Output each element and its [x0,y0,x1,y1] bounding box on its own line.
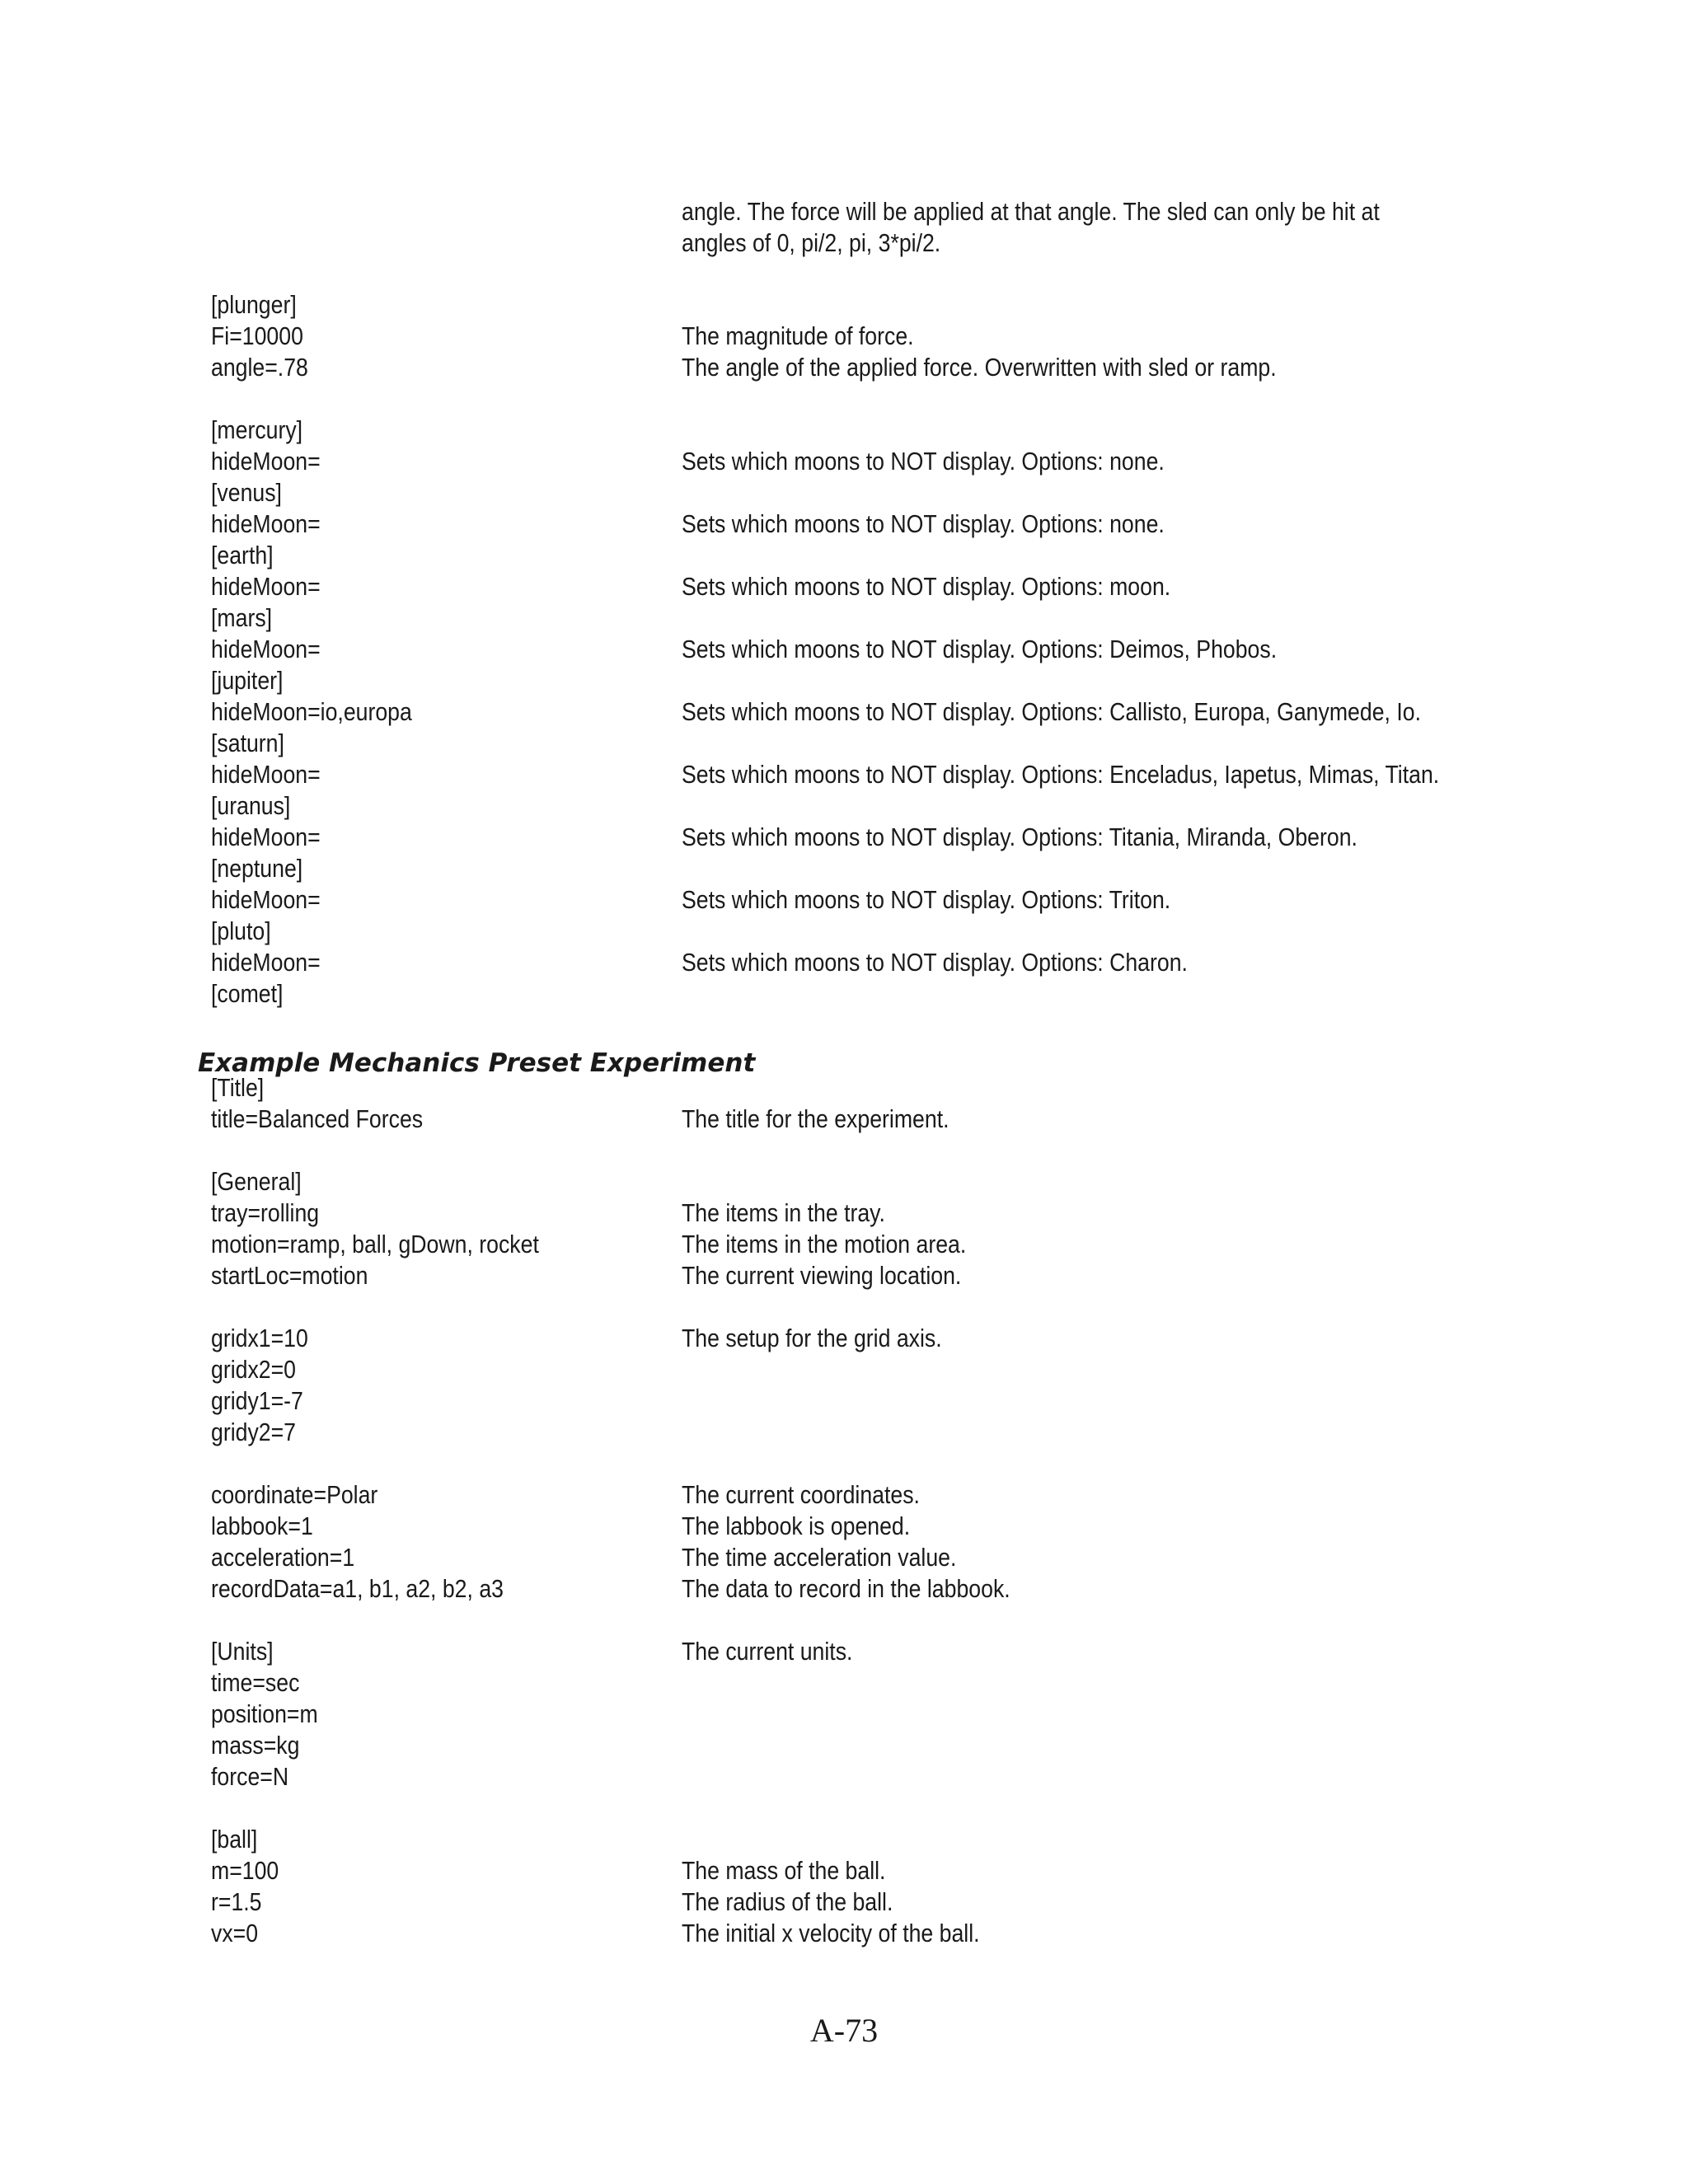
config-row [0,1730,1688,1761]
config-row [0,352,1688,383]
config-description: The current viewing location. [682,1261,962,1290]
config-description: Sets which moons to NOT display. Options: Charon. [682,948,1188,977]
config-row [0,728,1688,759]
config-row [0,1260,1688,1291]
config-key: gridy1=-7 [211,1386,303,1415]
config-row [0,634,1688,665]
config-key: time=sec [211,1668,300,1697]
config-key: [uranus] [211,791,291,820]
config-row [0,415,1688,446]
config-description: Sets which moons to NOT display. Options: none. [682,509,1165,538]
config-key: [Title] [211,1073,265,1102]
config-key: [ball] [211,1825,258,1854]
config-key: mass=kg [211,1731,300,1760]
page-number: A-73 [809,2012,879,2049]
config-key: hideMoon= [211,635,321,663]
config-row [0,978,1688,1010]
config-row [0,602,1688,634]
config-key: [mars] [211,603,273,632]
config-key: hideMoon=io,europa [211,697,412,726]
config-key: hideMoon= [211,760,321,789]
config-key: gridy2=7 [211,1418,297,1446]
config-row [0,759,1688,790]
config-row [0,1824,1688,1855]
config-row [0,1323,1688,1354]
config-row [0,822,1688,853]
config-row [0,790,1688,822]
config-description: The angle of the applied force. Overwritten with sled or ramp. [682,353,1277,382]
config-description: The items in the tray. [682,1198,885,1227]
config-description: The title for the experiment. [682,1104,950,1133]
config-description: The labbook is opened. [682,1511,911,1540]
config-row [0,665,1688,696]
config-row [0,1072,1688,1104]
config-row [0,289,1688,321]
intro-line [0,196,1688,227]
config-row [0,853,1688,884]
config-key: [comet] [211,979,284,1008]
config-key: acceleration=1 [211,1543,355,1572]
config-row [0,477,1688,509]
config-key: [jupiter] [211,666,284,695]
config-key: position=m [211,1699,318,1728]
config-row [0,1636,1688,1667]
description-text: angles of 0, pi/2, pi, 3*pi/2. [682,228,941,257]
config-key: gridx1=10 [211,1324,308,1352]
config-key: angle=.78 [211,353,308,382]
config-key: force=N [211,1762,289,1791]
config-description: Sets which moons to NOT display. Options: Deimos, Phobos. [682,635,1278,663]
config-key: hideMoon= [211,447,321,476]
config-row [0,947,1688,978]
config-key: [General] [211,1167,302,1196]
config-row [0,1417,1688,1448]
config-key: [saturn] [211,729,284,757]
description-text: angle. The force will be applied at that angle. The sled can only be hit at [682,197,1380,226]
config-row [0,1573,1688,1605]
config-key: gridx2=0 [211,1355,297,1384]
config-description: The current coordinates. [682,1480,920,1509]
config-key: [mercury] [211,415,303,444]
config-row [0,321,1688,352]
config-row [0,1886,1688,1918]
config-description: The time acceleration value. [682,1543,957,1572]
config-key: labbook=1 [211,1511,313,1540]
config-key: Fi=10000 [211,321,303,350]
config-key: [venus] [211,478,282,507]
config-row [0,1699,1688,1730]
config-row [0,1542,1688,1573]
config-key: [neptune] [211,854,303,883]
config-description: The data to record in the labbook. [682,1574,1010,1603]
config-row [0,571,1688,602]
config-key: hideMoon= [211,885,321,914]
config-key: hideMoon= [211,823,321,851]
config-key: [earth] [211,541,274,569]
config-description: Sets which moons to NOT display. Options: Enceladus, Iapetus, Mimas, Titan. [682,760,1440,789]
config-row [0,540,1688,571]
config-row [0,1354,1688,1385]
config-row [0,1511,1688,1542]
config-description: The current units. [682,1637,853,1666]
config-key: m=100 [211,1856,279,1885]
config-description: The initial x velocity of the ball. [682,1919,980,1947]
config-key: title=Balanced Forces [211,1104,424,1133]
config-row [0,1667,1688,1699]
intro-line [0,227,1688,259]
config-description: The mass of the ball. [682,1856,886,1885]
config-key: motion=ramp, ball, gDown, rocket [211,1230,539,1258]
config-row [0,1197,1688,1229]
config-row [0,1479,1688,1511]
config-key: [Units] [211,1637,274,1666]
config-key: hideMoon= [211,572,321,601]
config-key: hideMoon= [211,509,321,538]
config-row [0,1104,1688,1135]
config-key: recordData=a1, b1, a2, b2, a3 [211,1574,504,1603]
config-description: Sets which moons to NOT display. Options: Triton. [682,885,1171,914]
config-row [0,1166,1688,1197]
config-row [0,1761,1688,1793]
config-row [0,509,1688,540]
config-key: [plunger] [211,290,297,319]
config-description: Sets which moons to NOT display. Options: none. [682,447,1165,476]
section-heading: Example Mechanics Preset Experiment [198,1048,756,1078]
config-row [0,916,1688,947]
config-row [0,446,1688,477]
config-row [0,1229,1688,1260]
config-row [0,1385,1688,1417]
config-description: The items in the motion area. [682,1230,967,1258]
config-description: The magnitude of force. [682,321,914,350]
config-key: hideMoon= [211,948,321,977]
config-row [0,1855,1688,1886]
config-key: [pluto] [211,916,271,945]
config-key: coordinate=Polar [211,1480,378,1509]
config-row [0,884,1688,916]
config-description: Sets which moons to NOT display. Options: Titania, Miranda, Oberon. [682,823,1357,851]
config-key: vx=0 [211,1919,259,1947]
config-key: tray=rolling [211,1198,320,1227]
config-description: The setup for the grid axis. [682,1324,942,1352]
config-description: Sets which moons to NOT display. Options: Callisto, Europa, Ganymede, Io. [682,697,1421,726]
config-key: startLoc=motion [211,1261,368,1290]
config-row [0,1918,1688,1949]
config-description: The radius of the ball. [682,1887,893,1916]
config-key: r=1.5 [211,1887,262,1916]
config-description: Sets which moons to NOT display. Options: moon. [682,572,1171,601]
config-row [0,696,1688,728]
